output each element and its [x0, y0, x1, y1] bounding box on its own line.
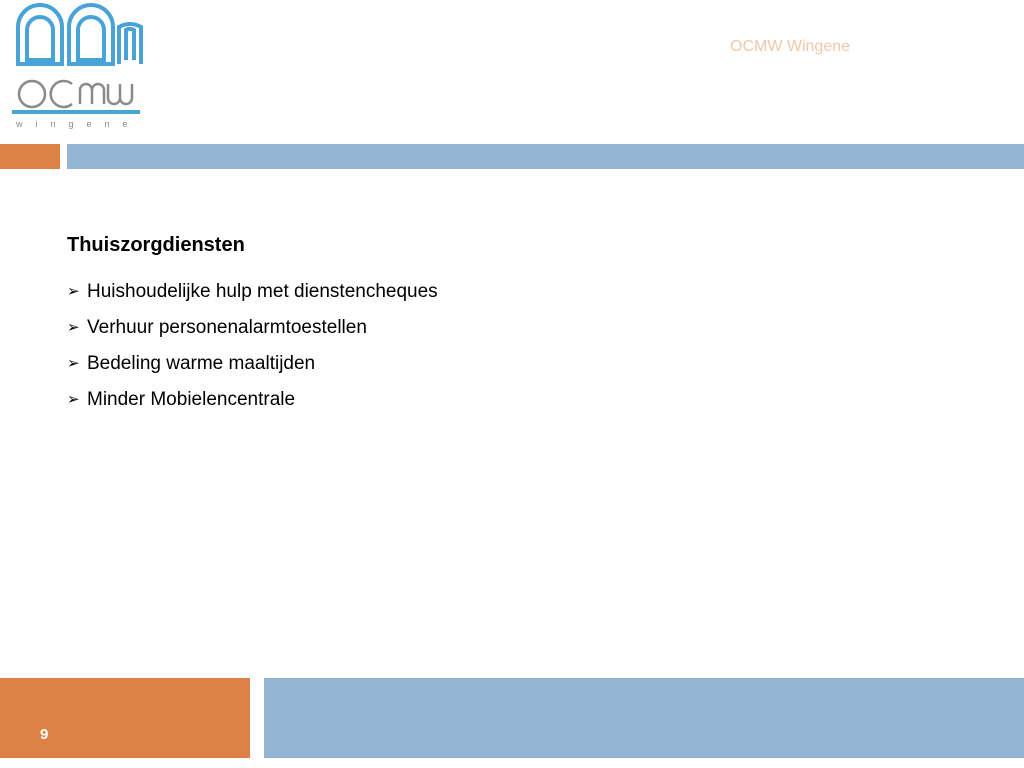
list-item — [67, 280, 967, 304]
slide-number: 9 — [40, 726, 49, 743]
slide-content — [67, 230, 967, 424]
list-item — [67, 388, 967, 412]
arrow-bullet-icon: ➢ — [67, 283, 80, 300]
top-blue-bar — [67, 144, 1024, 169]
arrow-bullet-icon: ➢ — [67, 319, 80, 336]
list-item-text: Verhuur personenalarmtoestellen — [87, 317, 367, 338]
bullet-list — [67, 280, 967, 412]
list-item-text: Bedeling warme maaltijden — [87, 353, 316, 374]
ocmw-logo — [0, 0, 161, 139]
list-item-text: Huishoudelijke hulp met dienstencheques — [87, 281, 438, 302]
list-item-text: Minder Mobielencentrale — [87, 389, 296, 410]
svg-text:wingene: wingene — [16, 119, 141, 129]
slide-title: Thuiszorgdiensten — [67, 234, 245, 256]
organization-name: OCMW Wingene — [730, 38, 851, 55]
list-item — [67, 316, 967, 340]
top-orange-bar — [0, 144, 60, 169]
bottom-orange-bar — [0, 678, 250, 758]
arrow-bullet-icon: ➢ — [67, 391, 80, 408]
bottom-blue-bar — [264, 678, 1024, 758]
arrow-bullet-icon: ➢ — [67, 355, 80, 372]
list-item — [67, 352, 967, 376]
